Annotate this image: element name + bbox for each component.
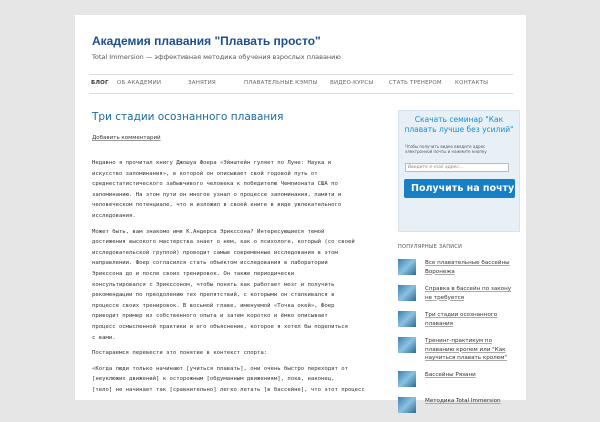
text-line: приводит пример из собственного опыта и затем коротко и ёмко описывает	[92, 313, 328, 320]
post-link[interactable]: Методика Total Immersion	[425, 398, 501, 404]
text-line: Эрикссона до и после своих тренировок. Он также периодически	[92, 270, 295, 277]
list-item[interactable]	[398, 370, 516, 389]
text-line: процесс осмысленной практики и его объяснение, которое я хотел бы поделиться	[92, 323, 348, 330]
main-nav	[89, 74, 513, 94]
seminar-promo-widget	[398, 110, 520, 232]
post-title[interactable]: Три стадии осознанного плавания	[92, 111, 284, 123]
post-link[interactable]: Три стадии осознанного плавания	[425, 312, 498, 327]
sidebar	[398, 110, 516, 422]
paragraph	[92, 348, 384, 359]
post-link[interactable]: Все плавательные бассейны Воронежа	[425, 260, 510, 275]
post-thumbnail[interactable]	[398, 285, 416, 301]
post-link[interactable]: Бассейны Рязани	[425, 372, 476, 378]
text-line: [тело] не начинает так [сравнительно] легко летать [в бассейне], что этот процесс	[92, 386, 365, 393]
post-thumbnail[interactable]	[398, 397, 416, 413]
text-line: достижения высокого мастерства знает о нем, как о психологе, который (со своей	[92, 239, 355, 246]
paragraph	[92, 364, 384, 396]
post-body	[92, 158, 384, 395]
nav-item-classes[interactable]: ЗАНЯТИЯ	[188, 80, 216, 86]
list-item[interactable]	[398, 284, 516, 303]
list-item[interactable]	[398, 258, 516, 277]
text-line: искусство запоминания», в которой он описывает свой годовой путь от	[92, 170, 318, 177]
text-line: консультировался с Эрикссоном, чтобы понять как работает мозг и получить	[92, 281, 335, 288]
post-link[interactable]: Тренинг-практикум по плаванию кролем или "Как научиться плавать кролем"	[425, 338, 507, 361]
text-line: «Когда люди только начинают [учиться плавать], они очень быстро переходят от	[92, 365, 348, 372]
text-line: [неуклюжих движений] к осторожным [обдуманным движениям], пока, наконец,	[92, 376, 335, 383]
text-line: человеческом потенциале, что и изложил в своей книге в виде увлекательного	[92, 202, 342, 209]
add-comment-link[interactable]: Добавить комментарий	[92, 135, 161, 141]
list-item[interactable]	[398, 396, 516, 415]
text-line: рекомендации по преодолению тех препятствий, с которыми он сталкивался в	[92, 292, 335, 299]
site-title[interactable]: Академия плавания "Плавать просто"	[92, 34, 321, 48]
nav-item-camps[interactable]: ПЛАВАТЕЛЬНЫЕ КЭМПЫ	[244, 80, 318, 86]
nav-item-about[interactable]: ОБ АКАДЕМИИ	[117, 80, 162, 86]
nav-item-blog[interactable]: БЛОГ	[91, 80, 109, 86]
text-line: среднестатистического забывчивого человека к победителю Чемпионата США по	[92, 181, 338, 188]
nav-item-contacts[interactable]: КОНТАКТЫ	[455, 80, 489, 86]
text-line: процессе своих тренировок. В восьмой главе, именуемой «Точка окей», Фоер	[92, 302, 335, 309]
paragraph	[92, 227, 384, 344]
text-line: исследования.	[92, 212, 136, 219]
text-line: Может быть, вам знакомо имя К.Андерса Эрикссона? Интересующиеся темой	[92, 228, 325, 235]
paragraph	[92, 158, 384, 222]
promo-title: Скачать семинар "Как плавать лучше без усилий"	[404, 115, 514, 134]
get-by-email-button[interactable]: Получить на почту	[404, 179, 515, 198]
text-line: запоминанию. На этом пути он многое узнал о процессе запоминания, памяти и	[92, 191, 342, 198]
text-line: Недавно я прочитал книгу Джошуа Фоера «Эйнштейн гуляет по Луне: Наука и	[92, 160, 332, 166]
promo-note: Чтобы получить видео введите адрес электронной почты и нажмите кнопку	[405, 144, 487, 154]
text-line: с вами.	[92, 334, 116, 341]
popular-posts-list	[398, 258, 516, 415]
page-container	[75, 15, 526, 404]
text-line: направлении. Фоер согласился стать объектом исследования в лаборатории	[92, 260, 328, 267]
text-line: исследовательской группой) проводит самые современные исследования в этом	[92, 249, 338, 256]
post-thumbnail[interactable]	[398, 259, 416, 275]
list-item[interactable]	[398, 336, 516, 363]
text-line: Постараемся перевести это понятие в контекст спорта:	[92, 350, 268, 357]
post-thumbnail[interactable]	[398, 337, 416, 353]
nav-item-become-coach[interactable]: СТАТЬ ТРЕНЕРОМ	[389, 80, 442, 86]
popular-posts-title: ПОПУЛЯРНЫЕ ЗАПИСИ	[398, 244, 463, 250]
nav-item-video-courses[interactable]: ВИДЕО-КУРСЫ	[330, 80, 374, 86]
post-thumbnail[interactable]	[398, 371, 416, 387]
site-tagline: Total Immersion — эффективная методика обучения взрослых плаванию	[92, 53, 341, 61]
email-field[interactable]: Введите e-mail адрес...	[405, 163, 509, 172]
list-item[interactable]	[398, 310, 516, 329]
post-link[interactable]: Справка в бассейн по закону не требуется	[425, 286, 512, 301]
post-content	[92, 111, 384, 400]
post-thumbnail[interactable]	[398, 311, 416, 327]
